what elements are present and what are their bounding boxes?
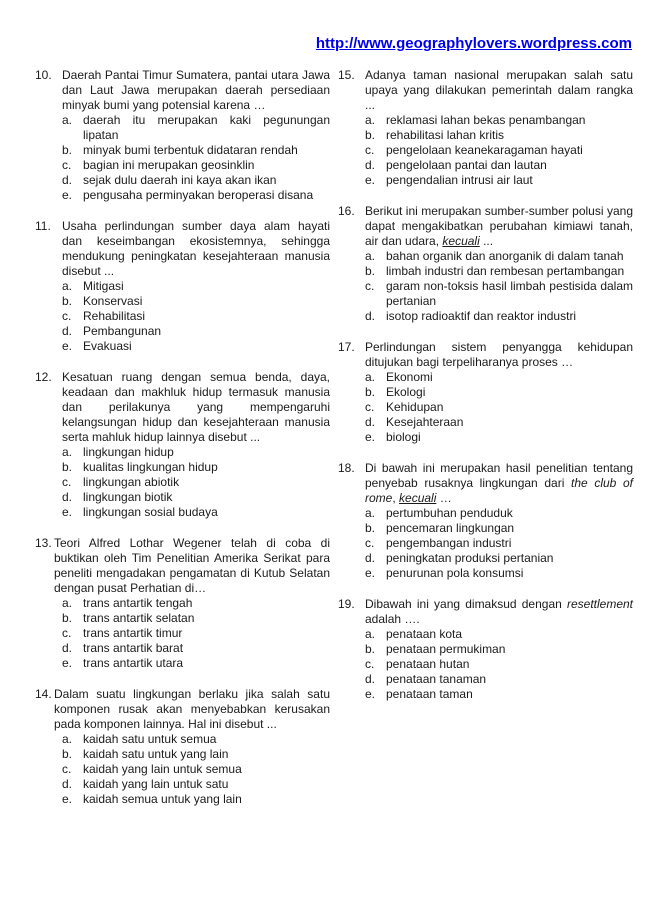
option-text: lingkungan biotik [83, 490, 173, 504]
question-item [35, 219, 330, 354]
question-item [35, 68, 330, 203]
answer-option [365, 536, 633, 551]
header-url-link[interactable]: http://www.geographylovers.wordpress.com [315, 35, 632, 52]
option-letter: c. [62, 158, 72, 172]
answer-option [62, 173, 330, 188]
question-text-segment: Kesatuan ruang dengan semua benda, daya, keadaan dan makhluk hidup termasuk manusia dan perilakunya yang mempengaruhi kelangsungan hidup dan kesejahteraan manusia serta mahluk hidup lainnya disebut ... [62, 370, 330, 444]
answer-options [365, 249, 633, 324]
answer-options [62, 279, 330, 354]
answer-option [54, 611, 330, 626]
option-text: kaidah satu untuk yang lain [83, 747, 229, 761]
answer-option [365, 415, 633, 430]
question-text-segment: the club of rome [365, 476, 633, 505]
answer-option [365, 521, 633, 536]
option-text: rehabilitasi lahan kritis [386, 128, 505, 142]
question-text-segment: ... [479, 234, 494, 248]
question-body [54, 536, 330, 671]
question-number: 10. [35, 68, 52, 82]
option-letter: e. [365, 687, 376, 701]
answer-option [62, 188, 330, 203]
question-columns [35, 68, 634, 823]
option-letter: e. [62, 792, 73, 806]
question-text [62, 219, 330, 279]
option-text: peningkatan produksi pertanian [386, 551, 554, 565]
question-item [338, 68, 633, 188]
option-text: kualitas lingkungan hidup [83, 460, 218, 474]
option-letter: b. [62, 460, 73, 474]
option-letter: d. [365, 672, 376, 686]
answer-options [365, 370, 633, 445]
option-letter: d. [365, 158, 376, 172]
question-text-segment: Perlindungan sistem penyangga kehidupan ditujukan bagi terpeliharanya proses … [365, 340, 633, 369]
option-text: trans antartik barat [83, 641, 184, 655]
option-letter: d. [62, 777, 73, 791]
answer-option [365, 264, 633, 279]
answer-option [54, 626, 330, 641]
option-text: pengembangan industri [386, 536, 512, 550]
answer-option [62, 505, 330, 520]
option-letter: c. [365, 536, 375, 550]
question-text-segment: resettlement [566, 597, 633, 611]
answer-option [365, 128, 633, 143]
option-text: pengelolaan pantai dan lautan [386, 158, 547, 172]
question-text [365, 68, 633, 113]
option-text: bagian ini merupakan geosinklin [83, 158, 255, 172]
question-text [54, 536, 330, 596]
option-letter: a. [365, 370, 376, 384]
question-number: 11. [35, 219, 51, 233]
answer-option [62, 143, 330, 158]
question-number: 15. [338, 68, 355, 82]
answer-option [62, 309, 330, 324]
question-text [365, 340, 633, 370]
option-letter: c. [365, 657, 375, 671]
option-text: penataan kota [386, 627, 463, 641]
left-column [35, 68, 330, 823]
question-text-segment: , [392, 491, 400, 505]
question-number: 14. [35, 687, 52, 701]
question-text-segment: kecuali [399, 491, 437, 505]
option-letter: d. [62, 324, 73, 338]
question-item [338, 597, 633, 702]
option-letter: b. [365, 264, 376, 278]
question-text-segment: Di bawah ini merupakan hasil penelitian tentang penyebab rusaknya lingkungan dari [365, 461, 633, 490]
question-item [35, 536, 330, 671]
option-letter: c. [365, 279, 375, 293]
question-text [62, 68, 330, 113]
question-number: 16. [338, 204, 355, 218]
option-text: Rehabilitasi [83, 309, 146, 323]
answer-option [54, 732, 330, 747]
option-letter: b. [365, 128, 376, 142]
answer-option [365, 687, 633, 702]
question-text [54, 687, 330, 732]
answer-option [62, 324, 330, 339]
option-text: Evakuasi [83, 339, 132, 353]
question-number: 13. [35, 536, 52, 550]
option-text: penataan permukiman [386, 642, 506, 656]
answer-option [62, 113, 330, 143]
option-letter: d. [62, 173, 73, 187]
option-text: reklamasi lahan bekas penambangan [386, 113, 586, 127]
option-letter: a. [62, 732, 73, 746]
answer-option [365, 279, 633, 309]
answer-option [365, 642, 633, 657]
answer-option [62, 475, 330, 490]
answer-option [62, 490, 330, 505]
question-item [35, 687, 330, 807]
option-text: limbah industri dan rembesan pertambangan [386, 264, 625, 278]
question-number: 12. [35, 370, 52, 384]
option-letter: a. [62, 279, 73, 293]
option-letter: e. [365, 173, 376, 187]
option-letter: b. [62, 747, 73, 761]
question-body [62, 68, 330, 203]
option-text: pengendalian intrusi air laut [386, 173, 533, 187]
option-letter: e. [62, 505, 73, 519]
answer-option [54, 747, 330, 762]
option-letter: c. [62, 762, 72, 776]
option-letter: b. [62, 143, 73, 157]
answer-options [62, 445, 330, 520]
answer-option [54, 777, 330, 792]
option-letter: e. [62, 339, 73, 353]
option-text: kaidah yang lain untuk satu [83, 777, 229, 791]
right-column [338, 68, 633, 823]
option-text: pencemaran lingkungan [386, 521, 515, 535]
answer-option [365, 249, 633, 264]
answer-option [365, 370, 633, 385]
option-text: isotop radioaktif dan reaktor industri [386, 309, 577, 323]
option-text: pengelolaan keanekaragaman hayati [386, 143, 583, 157]
option-text: kaidah yang lain untuk semua [83, 762, 242, 776]
option-text: pengusaha perminyakan beroperasi disana [83, 188, 314, 202]
answer-option [365, 113, 633, 128]
answer-options [365, 113, 633, 188]
question-body [365, 461, 633, 581]
question-number: 19. [338, 597, 355, 611]
answer-option [54, 762, 330, 777]
answer-option [365, 400, 633, 415]
option-letter: b. [365, 521, 376, 535]
answer-option [54, 792, 330, 807]
answer-option [365, 430, 633, 445]
option-text: Kehidupan [386, 400, 444, 414]
option-text: biologi [386, 430, 421, 444]
question-text-segment: Usaha perlindungan sumber daya alam hayati dan keseimbangan ekosistemnya, sehingga mendukung peningkatan kesejahteraan manusia disebut ... [62, 219, 330, 278]
option-text: Mitigasi [83, 279, 124, 293]
question-text [62, 370, 330, 445]
answer-options [62, 113, 330, 203]
option-text: penataan tanaman [386, 672, 487, 686]
option-letter: e. [365, 566, 376, 580]
question-text-segment: kecuali [442, 234, 480, 248]
answer-option [62, 445, 330, 460]
option-letter: e. [62, 656, 73, 670]
question-item [338, 204, 633, 324]
option-letter: a. [62, 113, 73, 127]
question-text [365, 204, 633, 249]
question-text-segment: Adanya taman nasional merupakan salah satu upaya yang dilakukan pemerintah dalam rangka ... [365, 68, 633, 112]
option-letter: b. [365, 642, 376, 656]
answer-options [365, 627, 633, 702]
option-letter: e. [365, 430, 376, 444]
answer-options [54, 596, 330, 671]
answer-option [54, 596, 330, 611]
question-body [365, 68, 633, 188]
question-number: 17. [338, 340, 355, 354]
answer-option [62, 158, 330, 173]
answer-option [365, 385, 633, 400]
option-text: Ekonomi [386, 370, 433, 384]
option-text: penataan taman [386, 687, 473, 701]
question-body [365, 204, 633, 324]
answer-option [365, 627, 633, 642]
option-text: Kesejahteraan [386, 415, 464, 429]
answer-option [365, 173, 633, 188]
answer-option [54, 641, 330, 656]
option-letter: d. [62, 490, 73, 504]
option-text: lingkungan sosial budaya [83, 505, 218, 519]
answer-option [365, 551, 633, 566]
option-text: trans antartik utara [83, 656, 184, 670]
answer-option [62, 460, 330, 475]
option-letter: b. [365, 385, 376, 399]
answer-option [365, 506, 633, 521]
option-text: sejak dulu daerah ini kaya akan ikan [83, 173, 277, 187]
option-text: trans antartik tengah [83, 596, 193, 610]
answer-options [54, 732, 330, 807]
option-letter: d. [365, 415, 376, 429]
option-text: kaidah satu untuk semua [83, 732, 217, 746]
question-item [338, 461, 633, 581]
option-letter: c. [365, 143, 375, 157]
question-text [365, 597, 633, 627]
option-letter: a. [62, 445, 73, 459]
option-text: lingkungan abiotik [83, 475, 180, 489]
question-text-segment: … [436, 491, 452, 505]
option-letter: a. [365, 113, 376, 127]
answer-option [365, 158, 633, 173]
question-body [365, 597, 633, 702]
answer-options [365, 506, 633, 581]
option-text: trans antartik selatan [83, 611, 195, 625]
answer-option [365, 672, 633, 687]
option-text: trans antartik timur [83, 626, 183, 640]
question-text-segment: Berikut ini merupakan sumber-sumber polusi yang dapat mengakibatkan perubahan kimiawi tanah, air dan udara, [365, 204, 633, 248]
option-letter: c. [62, 475, 72, 489]
option-letter: c. [62, 309, 72, 323]
answer-option [62, 294, 330, 309]
option-letter: c. [62, 626, 72, 640]
question-text-segment: Dalam suatu lingkungan berlaku jika salah satu komponen rusak akan menyebabkan kerusakan pada komponen lainnya. Hal ini disebut ... [54, 687, 330, 731]
answer-option [62, 279, 330, 294]
option-letter: a. [365, 627, 376, 641]
question-number: 18. [338, 461, 355, 475]
answer-option [365, 309, 633, 324]
option-letter: a. [62, 596, 73, 610]
option-text: Ekologi [386, 385, 426, 399]
option-letter: d. [365, 551, 376, 565]
option-letter: c. [365, 400, 375, 414]
option-text: bahan organik dan anorganik di dalam tanah [386, 249, 624, 263]
option-text: kaidah semua untuk yang lain [83, 792, 242, 806]
answer-option [365, 657, 633, 672]
option-letter: a. [365, 506, 376, 520]
option-text: daerah itu merupakan kaki pegunungan lipatan [83, 113, 330, 142]
option-letter: b. [62, 611, 73, 625]
option-letter: d. [62, 641, 73, 655]
answer-option [365, 143, 633, 158]
answer-option [62, 339, 330, 354]
question-item [35, 370, 330, 520]
question-body [365, 340, 633, 445]
option-text: Pembangunan [83, 324, 162, 338]
option-text: Konservasi [83, 294, 143, 308]
option-text: garam non-toksis hasil limbah pestisida dalam pertanian [386, 279, 633, 308]
page-header [35, 36, 634, 52]
question-text-segment: Teori Alfred Lothar Wegener telah di coba di buktikan oleh Tim Penelitian Amerika Serikat para peneliti mengadakan pengamatan di Kutub Selatan dengan pusat Perhatian di… [54, 536, 330, 595]
question-body [62, 219, 330, 354]
option-letter: a. [365, 249, 376, 263]
question-item [338, 340, 633, 445]
option-text: lingkungan hidup [83, 445, 174, 459]
answer-option [365, 566, 633, 581]
answer-option [54, 656, 330, 671]
option-text: minyak bumi terbentuk didataran rendah [83, 143, 298, 157]
option-text: pertumbuhan penduduk [386, 506, 513, 520]
option-letter: e. [62, 188, 73, 202]
question-body [62, 370, 330, 520]
question-text [365, 461, 633, 506]
question-text-segment: Dibawah ini yang dimaksud dengan [365, 597, 567, 611]
question-text-segment: adalah …. [365, 612, 420, 626]
question-text-segment: Daerah Pantai Timur Sumatera, pantai utara Jawa dan Laut Jawa merupakan daerah persediaan minyak bumi yang potensial karena … [62, 68, 330, 112]
option-text: penataan hutan [386, 657, 470, 671]
option-letter: d. [365, 309, 376, 323]
question-body [54, 687, 330, 807]
option-letter: b. [62, 294, 73, 308]
option-text: penurunan pola konsumsi [386, 566, 524, 580]
